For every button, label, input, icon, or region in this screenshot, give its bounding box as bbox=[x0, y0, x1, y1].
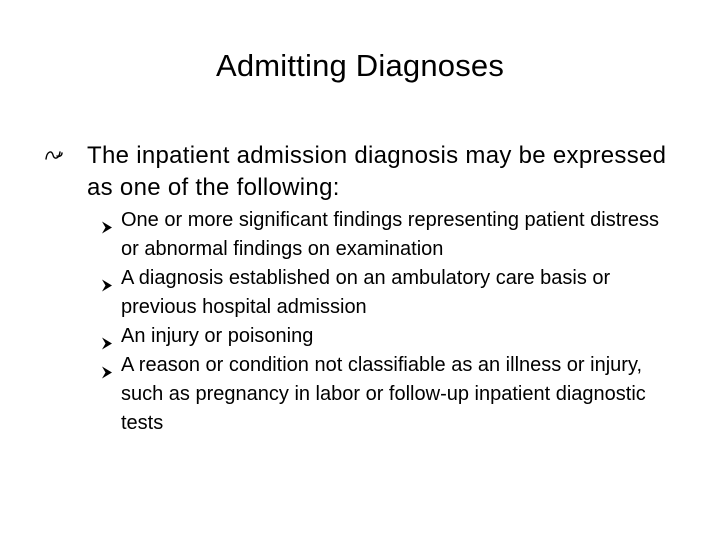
sub-bullet-item bbox=[108, 206, 668, 264]
main-bullet bbox=[44, 140, 684, 204]
sub-bullet-text: An injury or poisoning bbox=[121, 325, 314, 347]
arrowhead-bullet-icon bbox=[101, 214, 113, 227]
sub-bullet-item bbox=[108, 264, 668, 322]
swirl-bullet-icon bbox=[44, 147, 64, 163]
main-bullet-text: The inpatient admission diagnosis may be expressed as one of the following: bbox=[87, 142, 667, 201]
sub-bullet-text: A reason or condition not classifiable as an illness or injury, such as pregnancy in labor or follow-up inpatient diagnostic tests bbox=[121, 354, 646, 434]
sub-bullet-text: A diagnosis established on an ambulatory care basis or previous hospital admission bbox=[121, 267, 611, 318]
arrowhead-bullet-icon bbox=[101, 359, 113, 372]
slide-title: Admitting Diagnoses bbox=[215, 48, 505, 83]
sub-bullet-list bbox=[108, 206, 668, 438]
arrowhead-bullet-icon bbox=[101, 330, 113, 343]
sub-bullet-text: One or more significant findings representing patient distress or abnormal findings on examination bbox=[121, 209, 660, 260]
sub-bullet-item bbox=[108, 322, 668, 351]
sub-bullet-item bbox=[108, 351, 668, 438]
arrowhead-bullet-icon bbox=[101, 272, 113, 285]
